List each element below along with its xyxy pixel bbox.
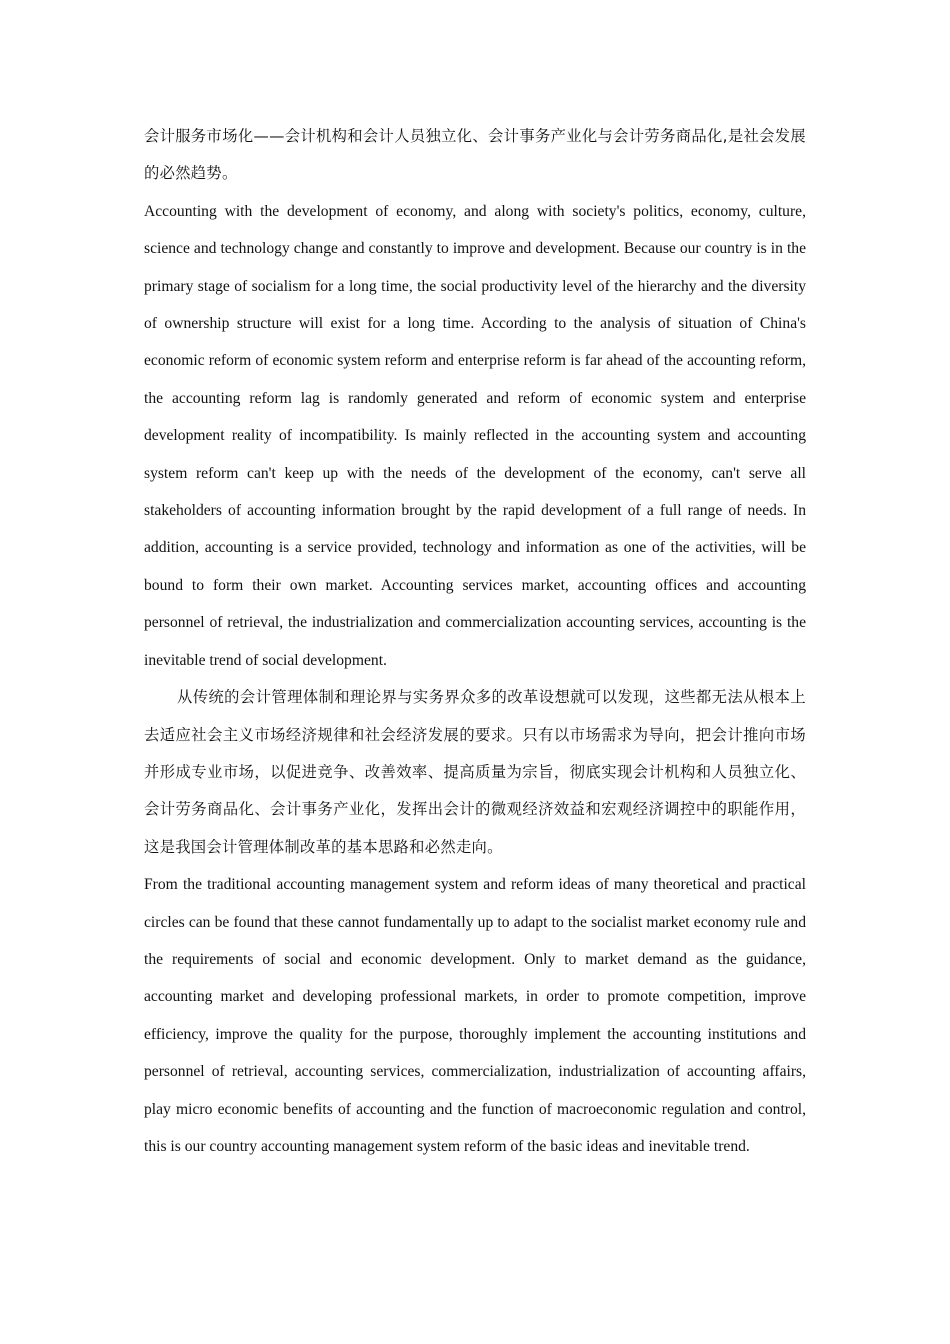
paragraph-zh-1: 会计服务市场化——会计机构和会计人员独立化、会计事务产业化与会计劳务商品化,是社会发展的必然趋势。 [144,127,806,183]
paragraph-en-2: From the traditional accounting management system and reform ideas of many theoretical and practical circles can be found that these cannot fundamentally up to adapt to the socialist market economy rule and the requirements of social and economic development. Only to market demand as the guidance, accounting market and developing professional markets, in order to promote competition, improve efficiency, improve the quality for the purpose, thoroughly implement the accounting institutions and personnel of retrieval, accounting services, commercialization, industrialization of accounting affairs, play micro economic benefits of accounting and the function of macroeconomic regulation and control, this is our country accounting management system reform of the basic ideas and inevitable trend. [144,876,806,1155]
paragraph-zh-2: 从传统的会计管理体制和理论界与实务界众多的改革设想就可以发现，这些都无法从根本上去适应社会主义市场经济规律和社会经济发展的要求。只有以市场需求为导向，把会计推向市场并形成专业市场，以促进竞争、改善效率、提高质量为宗旨，彻底实现会计机构和人员独立化、会计劳务商品化、会计事务产业化，发挥出会计的微观经济效益和宏观经济调控中的职能作用，这是我国会计管理体制改革的基本思路和必然走向。 [144,688,806,856]
paragraph-en-1: Accounting with the development of economy, and along with society's politics, economy, culture, science and technology change and constantly to improve and development. Because our country is in the primary stage of socialism for a long time, the social productivity level of the hierarchy and the diversity of ownership structure will exist for a long time. According to the analysis of situation of China's economic reform of economic system reform and enterprise reform is far ahead of the accounting reform, the accounting reform lag is randomly generated and reform of economic system and enterprise development reality of incompatibility. Is mainly reflected in the accounting system and accounting system reform can't keep up with the needs of the development of the economy, can't serve all stakeholders of accounting information brought by the rapid development of a full range of needs. In addition, accounting is a service provided, technology and information as one of the activities, will be bound to form their own market. Accounting services market, accounting offices and accounting personnel of retrieval, the industrialization and commercialization accounting services, accounting is the inevitable trend of social development. [144,202,806,669]
document-body [144,118,806,1165]
